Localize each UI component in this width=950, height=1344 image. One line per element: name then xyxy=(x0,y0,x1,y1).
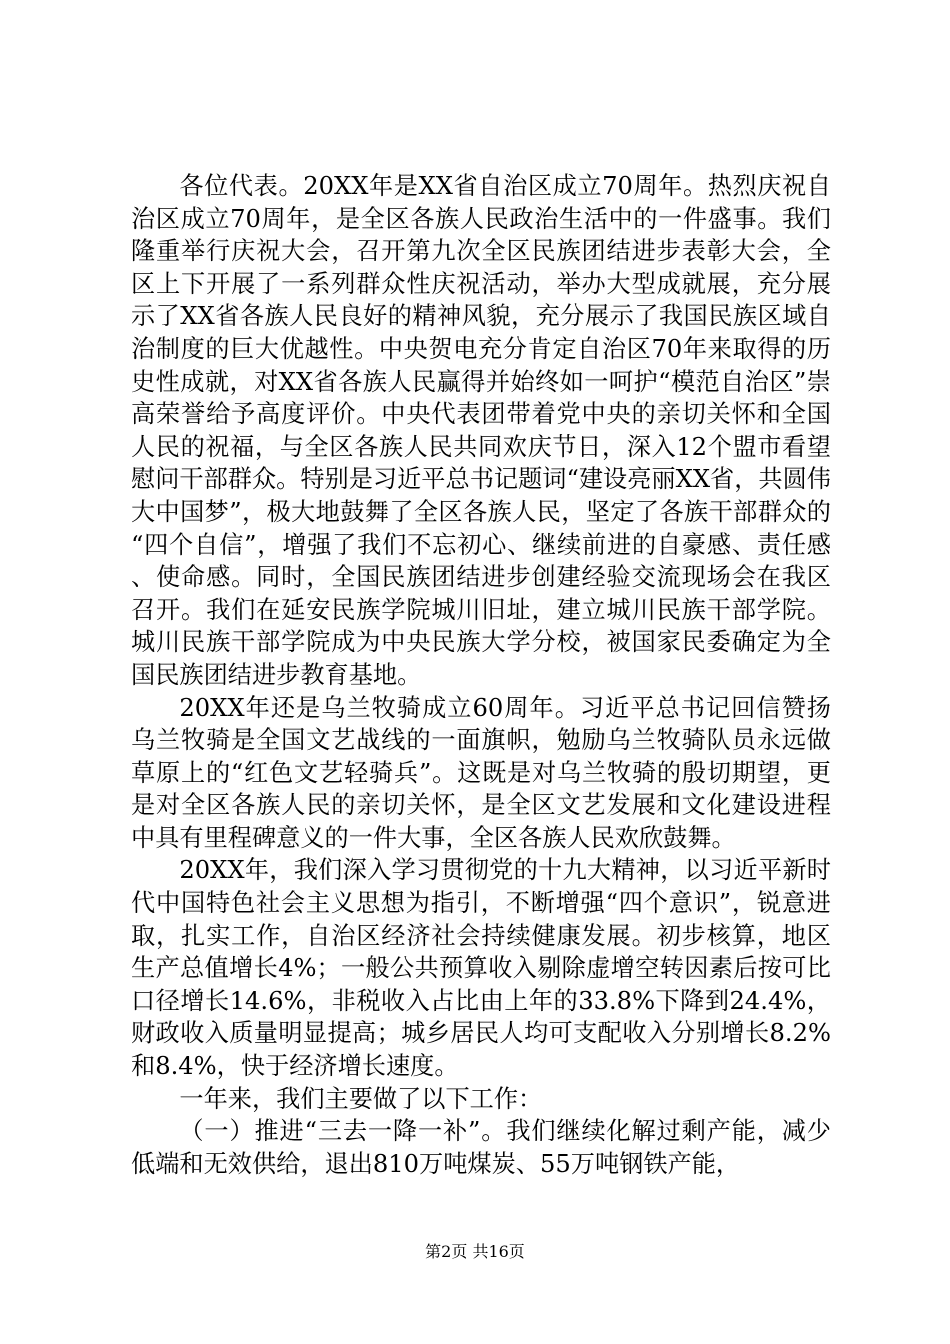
paragraph-economy: 20XX年，我们深入学习贯彻党的十九大精神，以习近平新时代中国特色社会主义思想为指引，不断增强“四个意识”，锐意进取，扎实工作，自治区经济社会持续健康发展。初步核算，地区生产总值增长4%；一般公共预算收入剔除虚增空转因素后按可比口径增长14.6%，非税收入占比由上年的33.8%下降到24.4%，财政收入质量明显提高；城乡居民人均可支配收入分别增长8.2%和8.4%，快于经济增长速度。 xyxy=(131,856,831,1081)
paragraph-anniversary: 各位代表。20XX年是XX省自治区成立70周年。热烈庆祝自治区成立70周年，是全区各族人民政治生活中的一件盛事。我们隆重举行庆祝大会，召开第九次全区民族团结进步表彰大会，全区上下开展了一系列群众性庆祝活动，举办大型成就展，充分展示了XX省各族人民良好的精神风貌，充分展示了我国民族区域自治制度的巨大优越性。中央贺电充分肯定自治区70年来取得的历史性成就，对XX省各族人民赢得并始终如一呵护“模范自治区”崇高荣誉给予高度评价。中央代表团带着党中央的亲切关怀和全国人民的祝福，与全区各族人民共同欢庆节日，深入12个盟市看望慰问干部群众。特别是习近平总书记题词“建设亮丽XX省，共圆伟大中国梦”，极大地鼓舞了全区各族人民，坚定了各族干部群众的“四个自信”，增强了我们不忘初心、继续前进的自豪感、责任感、使命感。同时，全国民族团结进步创建经验交流现场会在我区召开。我们在延安民族学院城川旧址，建立城川民族干部学院。城川民族干部学院成为中央民族大学分校，被国家民委确定为全国民族团结进步教育基地。 xyxy=(131,172,831,689)
page-number: 第2页 共16页 xyxy=(425,1242,525,1261)
paragraph-work-intro: 一年来，我们主要做了以下工作： xyxy=(179,1084,543,1113)
paragraph-ulan-muqir: 20XX年还是乌兰牧骑成立60周年。习近平总书记回信赞扬乌兰牧骑是全国文艺战线的一面旗帜，勉励乌兰牧骑队员永远做草原上的“红色文艺轻骑兵”。这既是对乌兰牧骑的殷切期望，更是对全区各族人民的亲切关怀，是全区文艺发展和文化建设进程中具有里程碑意义的一件大事，全区各族人民欢欣鼓舞。 xyxy=(131,693,831,852)
page-footer xyxy=(0,1242,950,1262)
paragraph-supply-side-reform: （一）推进“三去一降一补”。我们继续化解过剩产能，减少低端和无效供给，退出810万吨煤炭、55万吨钢铁产能， xyxy=(131,1117,831,1178)
document-body xyxy=(131,170,831,1180)
